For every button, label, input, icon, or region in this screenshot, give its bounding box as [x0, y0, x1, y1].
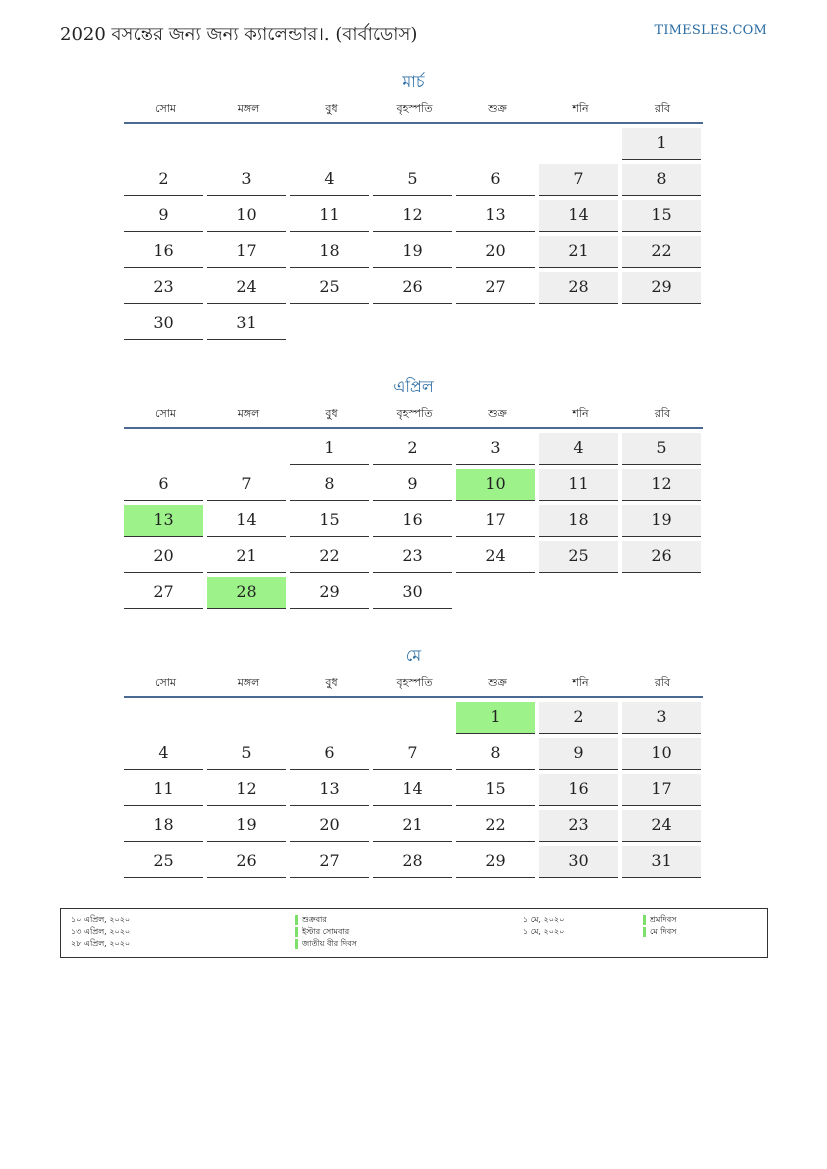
holiday-day-cell: 28 — [207, 577, 286, 609]
day-cell: 18 — [539, 505, 618, 537]
day-cell: 3 — [622, 702, 701, 734]
day-cell: 8 — [622, 164, 701, 196]
day-cell: 2 — [539, 702, 618, 734]
day-cell: 21 — [373, 810, 452, 842]
empty-cell — [207, 128, 286, 160]
day-cell: 31 — [622, 846, 701, 878]
legend-date: ১৩ এপ্রিল, ২০২০ — [71, 927, 131, 936]
week-row — [124, 308, 703, 344]
holiday-legend — [60, 908, 768, 958]
day-cell: 3 — [456, 433, 535, 465]
empty-cell — [124, 433, 203, 465]
weekday-label: মঙ্গল — [237, 407, 260, 420]
day-cell: 15 — [622, 200, 701, 232]
day-cell: 8 — [290, 469, 369, 501]
empty-cell — [456, 128, 535, 160]
day-cell: 29 — [290, 577, 369, 609]
month-march — [124, 70, 703, 344]
day-cell: 14 — [539, 200, 618, 232]
weekday-label: মঙ্গল — [237, 676, 260, 689]
day-cell: 16 — [539, 774, 618, 806]
week-row — [124, 810, 703, 846]
day-cell: 4 — [124, 738, 203, 770]
day-cell: 7 — [207, 469, 286, 501]
day-cell: 10 — [622, 738, 701, 770]
empty-cell — [622, 577, 701, 609]
week-row — [124, 200, 703, 236]
weekday-label: সোম — [154, 407, 177, 420]
day-cell: 11 — [539, 469, 618, 501]
day-cell: 30 — [124, 308, 203, 340]
legend-holiday-name: শুক্রবার — [295, 915, 327, 925]
week-row — [124, 577, 703, 613]
weekday-header — [124, 676, 703, 698]
day-cell: 20 — [456, 236, 535, 268]
day-cell: 31 — [207, 308, 286, 340]
day-cell: 27 — [290, 846, 369, 878]
weekday-header — [124, 407, 703, 429]
weekday-label: সোম — [154, 676, 177, 689]
empty-cell — [207, 433, 286, 465]
day-cell: 1 — [622, 128, 701, 160]
empty-cell — [539, 128, 618, 160]
day-cell: 27 — [124, 577, 203, 609]
weekday-label: বুধ — [325, 676, 338, 689]
day-cell: 11 — [124, 774, 203, 806]
day-cell: 24 — [207, 272, 286, 304]
day-cell: 24 — [622, 810, 701, 842]
weekday-header — [124, 102, 703, 124]
day-cell: 28 — [373, 846, 452, 878]
day-cell: 5 — [207, 738, 286, 770]
empty-cell — [539, 308, 618, 340]
day-cell: 6 — [124, 469, 203, 501]
day-cell: 23 — [539, 810, 618, 842]
weekday-label: বৃহস্পতি — [396, 676, 433, 689]
empty-cell — [539, 577, 618, 609]
month-title: মার্চ — [402, 72, 425, 91]
empty-cell — [456, 308, 535, 340]
empty-cell — [207, 702, 286, 734]
empty-cell — [290, 128, 369, 160]
day-cell: 18 — [290, 236, 369, 268]
empty-cell — [373, 128, 452, 160]
day-cell: 23 — [373, 541, 452, 573]
week-row — [124, 272, 703, 308]
legend-date: ১০ এপ্রিল, ২০২০ — [71, 915, 131, 924]
day-cell: 2 — [124, 164, 203, 196]
weekday-label: সোম — [154, 102, 177, 115]
day-cell: 21 — [207, 541, 286, 573]
day-cell: 14 — [207, 505, 286, 537]
page-title: 2020 বসন্তের জন্য জন্য ক্যালেন্ডার।. (বার্বাডোস) — [60, 24, 418, 45]
month-may — [124, 644, 703, 882]
day-cell: 20 — [124, 541, 203, 573]
month-grid — [124, 433, 703, 613]
day-cell: 29 — [622, 272, 701, 304]
weekday-label: শনি — [572, 676, 589, 689]
weekday-label: বৃহস্পতি — [396, 102, 433, 115]
month-grid — [124, 702, 703, 882]
day-cell: 21 — [539, 236, 618, 268]
day-cell: 12 — [622, 469, 701, 501]
week-row — [124, 774, 703, 810]
legend-date: ১ মে, ২০২০ — [523, 915, 565, 924]
weekday-label: মঙ্গল — [237, 102, 260, 115]
week-row — [124, 164, 703, 200]
week-row — [124, 541, 703, 577]
site-link[interactable]: TIMESLES.COM — [654, 23, 767, 38]
day-cell: 3 — [207, 164, 286, 196]
day-cell: 26 — [207, 846, 286, 878]
day-cell: 29 — [456, 846, 535, 878]
legend-date: ১ মে, ২০২০ — [523, 927, 565, 936]
day-cell: 28 — [539, 272, 618, 304]
day-cell: 16 — [373, 505, 452, 537]
day-cell: 15 — [456, 774, 535, 806]
day-cell: 25 — [290, 272, 369, 304]
day-cell: 6 — [456, 164, 535, 196]
empty-cell — [622, 308, 701, 340]
weekday-label: শুক্র — [488, 102, 507, 115]
day-cell: 4 — [290, 164, 369, 196]
empty-cell — [373, 308, 452, 340]
week-row — [124, 433, 703, 469]
legend-holiday-name: ইস্টার সোমবার — [295, 927, 349, 937]
day-cell: 8 — [456, 738, 535, 770]
empty-cell — [373, 702, 452, 734]
day-cell: 19 — [373, 236, 452, 268]
day-cell: 13 — [456, 200, 535, 232]
day-cell: 22 — [290, 541, 369, 573]
day-cell: 10 — [207, 200, 286, 232]
weekday-label: রবি — [654, 407, 671, 420]
day-cell: 18 — [124, 810, 203, 842]
day-cell: 4 — [539, 433, 618, 465]
weekday-label: শুক্র — [488, 407, 507, 420]
legend-holiday-name: মে দিবস — [643, 927, 676, 937]
day-cell: 2 — [373, 433, 452, 465]
empty-cell — [290, 702, 369, 734]
day-cell: 9 — [124, 200, 203, 232]
holiday-day-cell: 10 — [456, 469, 535, 501]
day-cell: 19 — [622, 505, 701, 537]
day-cell: 14 — [373, 774, 452, 806]
week-row — [124, 702, 703, 738]
week-row — [124, 128, 703, 164]
day-cell: 17 — [207, 236, 286, 268]
empty-cell — [124, 128, 203, 160]
weekday-label: রবি — [654, 676, 671, 689]
day-cell: 26 — [622, 541, 701, 573]
day-cell: 27 — [456, 272, 535, 304]
day-cell: 11 — [290, 200, 369, 232]
day-cell: 22 — [456, 810, 535, 842]
weekday-label: শনি — [572, 102, 589, 115]
day-cell: 19 — [207, 810, 286, 842]
weekday-label: বুধ — [325, 407, 338, 420]
weekday-label: শুক্র — [488, 676, 507, 689]
legend-holiday-name: শ্রমদিবস — [643, 915, 677, 925]
day-cell: 30 — [373, 577, 452, 609]
day-cell: 30 — [539, 846, 618, 878]
weekday-label: বৃহস্পতি — [396, 407, 433, 420]
weekday-label: শনি — [572, 407, 589, 420]
day-cell: 17 — [456, 505, 535, 537]
day-cell: 7 — [373, 738, 452, 770]
day-cell: 26 — [373, 272, 452, 304]
day-cell: 9 — [373, 469, 452, 501]
empty-cell — [456, 577, 535, 609]
day-cell: 5 — [373, 164, 452, 196]
day-cell: 17 — [622, 774, 701, 806]
empty-cell — [124, 702, 203, 734]
holiday-day-cell: 1 — [456, 702, 535, 734]
week-row — [124, 505, 703, 541]
day-cell: 7 — [539, 164, 618, 196]
day-cell: 20 — [290, 810, 369, 842]
holiday-day-cell: 13 — [124, 505, 203, 537]
week-row — [124, 469, 703, 505]
day-cell: 22 — [622, 236, 701, 268]
day-cell: 15 — [290, 505, 369, 537]
day-cell: 5 — [622, 433, 701, 465]
month-title: এপ্রিল — [393, 377, 434, 396]
day-cell: 25 — [124, 846, 203, 878]
month-april — [124, 375, 703, 613]
day-cell: 23 — [124, 272, 203, 304]
day-cell: 9 — [539, 738, 618, 770]
weekday-label: রবি — [654, 102, 671, 115]
day-cell: 12 — [373, 200, 452, 232]
week-row — [124, 846, 703, 882]
weekday-label: বুধ — [325, 102, 338, 115]
day-cell: 6 — [290, 738, 369, 770]
day-cell: 13 — [290, 774, 369, 806]
day-cell: 16 — [124, 236, 203, 268]
month-grid — [124, 128, 703, 344]
week-row — [124, 738, 703, 774]
day-cell: 24 — [456, 541, 535, 573]
month-title: মে — [405, 646, 422, 665]
day-cell: 25 — [539, 541, 618, 573]
empty-cell — [290, 308, 369, 340]
day-cell: 1 — [290, 433, 369, 465]
legend-holiday-name: জাতীয় বীর দিবস — [295, 939, 357, 949]
day-cell: 12 — [207, 774, 286, 806]
week-row — [124, 236, 703, 272]
legend-date: ২৮ এপ্রিল, ২০২০ — [71, 939, 131, 948]
